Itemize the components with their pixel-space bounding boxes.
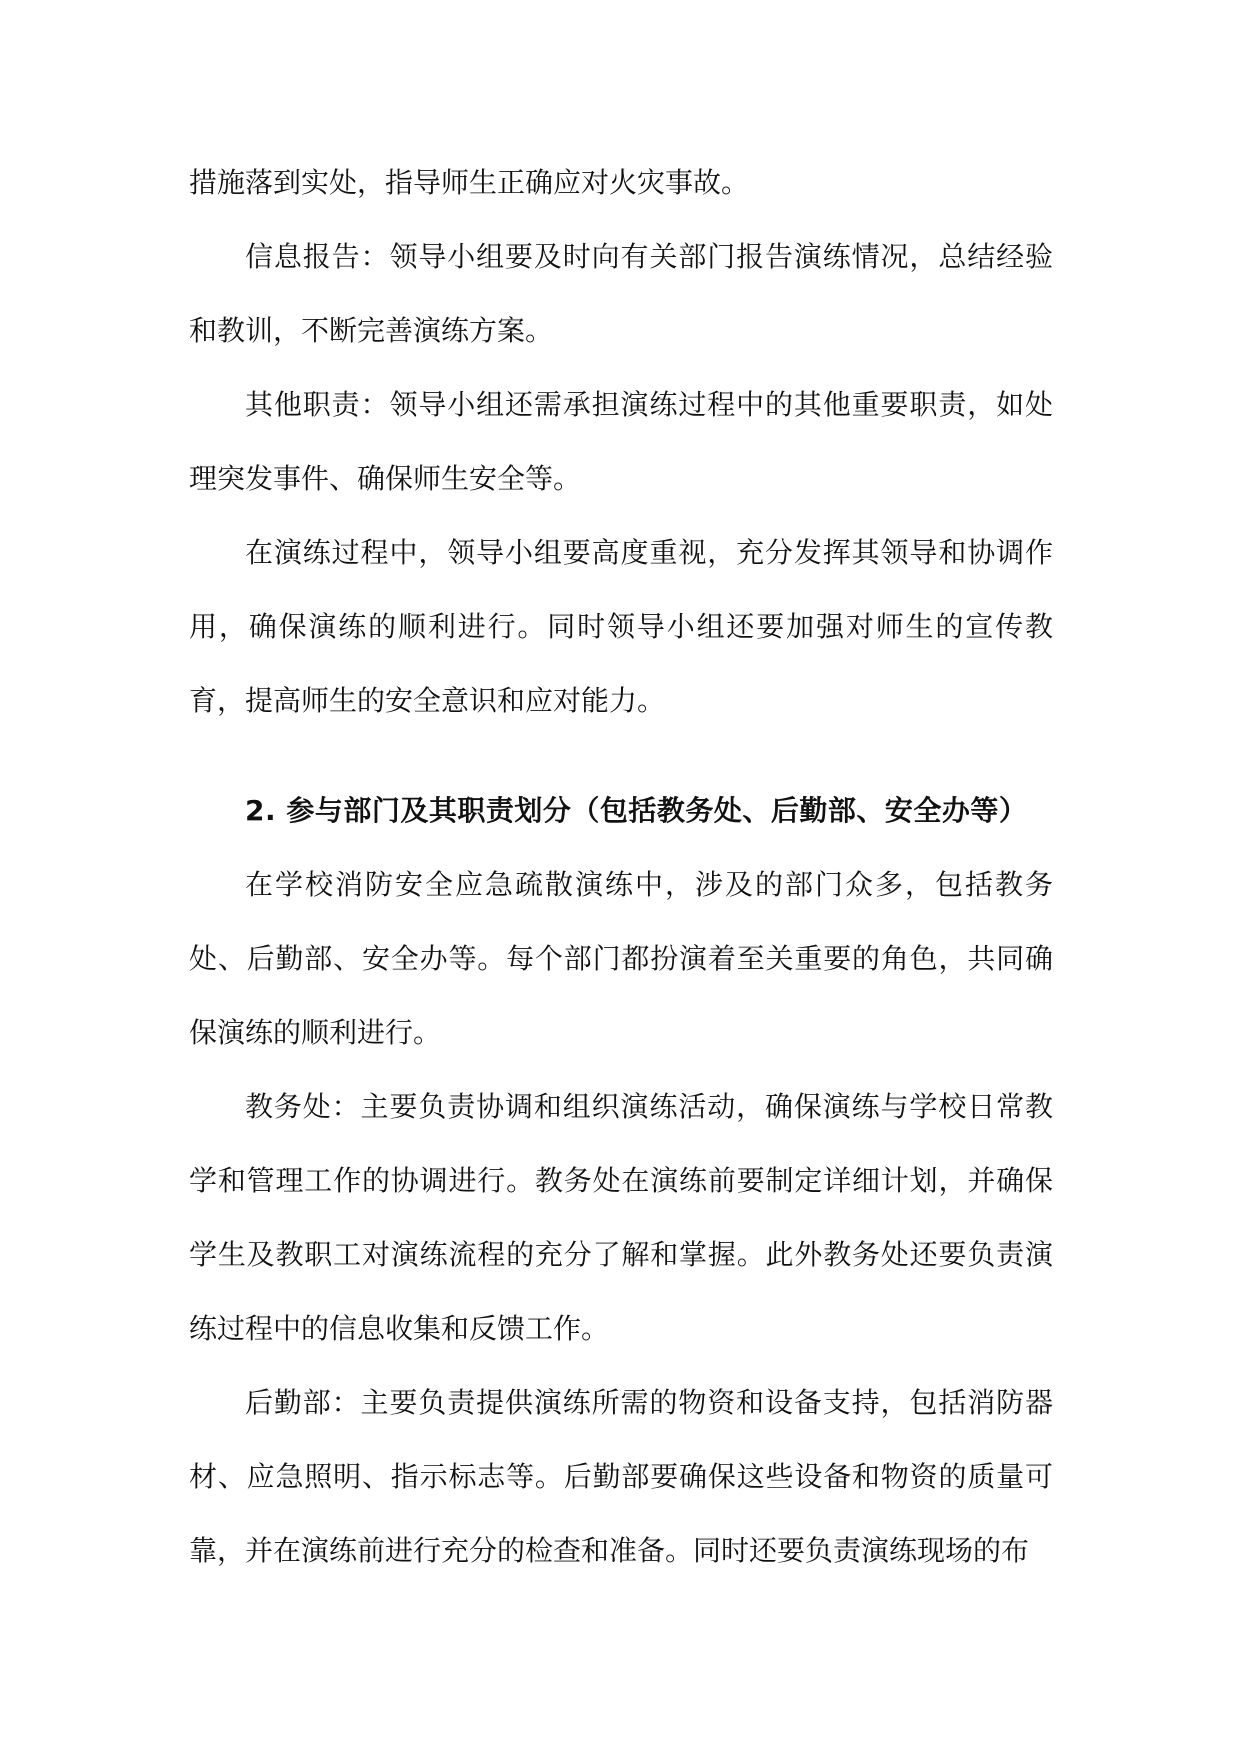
document-body: [189, 146, 1053, 1588]
paragraph-other-duties: 其他职责：领导小组还需承担演练过程中的其他重要职责，如处理突发事件、确保师生安全等。: [189, 388, 1053, 495]
paragraph-information-report: 信息报告：领导小组要及时向有关部门报告演练情况，总结经验和教训，不断完善演练方案。: [189, 240, 1053, 347]
paragraph-departments-intro: 在学校消防安全应急疏散演练中，涉及的部门众多，包括教务处、后勤部、安全办等。每个部门都扮演着至关重要的角色，共同确保演练的顺利进行。: [189, 868, 1053, 1049]
paragraph-continuation: 措施落到实处，指导师生正确应对火灾事故。: [189, 166, 750, 199]
paragraph-logistics: 后勤部：主要负责提供演练所需的物资和设备支持，包括消防器材、应急照明、指示标志等。后勤部要确保这些设备和物资的质量可靠，并在演练前进行充分的检查和准备。同时还要负责演练现场的布: [189, 1386, 1053, 1567]
paragraph-academic-affairs: 教务处：主要负责协调和组织演练活动，确保演练与学校日常教学和管理工作的协调进行。教务处在演练前要制定详细计划，并确保学生及教职工对演练流程的充分了解和掌握。此外教务处还要负责演练过程中的信息收集和反馈工作。: [189, 1090, 1053, 1345]
section-heading: 2. 参与部门及其职责划分（包括教务处、后勤部、安全办等）: [245, 794, 1028, 827]
paragraph-leadership-role: 在演练过程中，领导小组要高度重视，充分发挥其领导和协调作用，确保演练的顺利进行。同时领导小组还要加强对师生的宣传教育，提高师生的安全意识和应对能力。: [189, 536, 1053, 717]
